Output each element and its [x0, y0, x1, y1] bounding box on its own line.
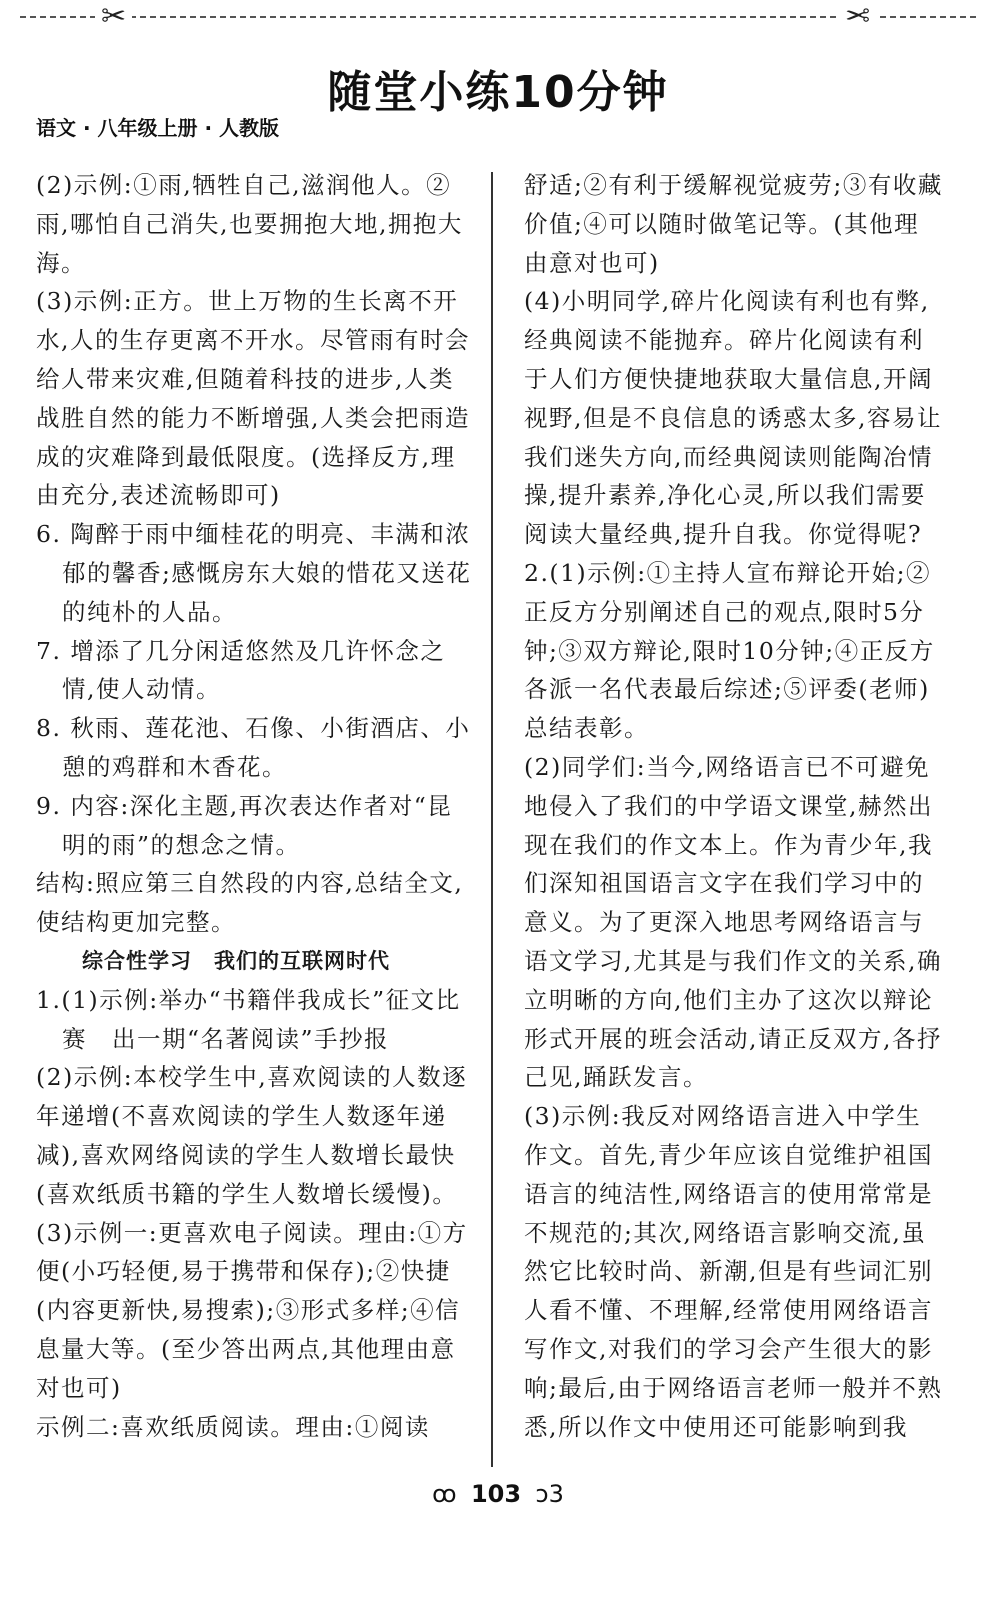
cut-line: [20, 16, 976, 18]
answer-paragraph: (2)示例:本校学生中,喜欢阅读的人数逐年递增(不喜欢阅读的学生人数逐年递减),喜欢网络阅读的学生人数增长最快(喜欢纸质书籍的学生人数增长缓慢)。: [36, 1063, 468, 1208]
answer-column-left: [36, 166, 476, 1446]
page-footer: [0, 1480, 996, 1508]
answer-item: 8. 秋雨、莲花池、石像、小街酒店、小憩的鸡群和木香花。: [36, 714, 471, 781]
answer-paragraph: (3)示例:正方。世上万物的生长离不开水,人的生存更离不开水。尽管雨有时会给人带来灾难,但随着科技的进步,人类战胜自然的能力不断增强,人类会把雨造成的灾难降到最低限度。(选择反方,理由充分,表述流畅即可): [36, 287, 470, 510]
answer-paragraph: (3)示例:我反对网络语言进入中学生作文。首先,青少年应该自觉维护祖国语言的纯洁性,网络语言的使用常常是不规范的;其次,网络语言影响交流,虽然它比较时尚、新潮,但是有些词汇别人看不懂、不理解,经常使用网络语言写作文,对我们的学习会产生很大的影响;最后,由于网络语言老师一般并不熟悉,所以作文中使用还可能影响到我: [524, 1102, 943, 1441]
answer-paragraph: (2)示例:①雨,牺牲自己,滋润他人。②雨,哪怕自己消失,也要拥抱大地,拥抱大海。: [36, 171, 463, 277]
answer-item: 6. 陶醉于雨中缅桂花的明亮、丰满和浓郁的馨香;感慨房东大娘的惜花又送花的纯朴的人品。: [36, 520, 472, 626]
subject-line: 语文 · 八年级上册 · 人教版: [36, 116, 280, 140]
answer-item: 7. 增添了几分闲适悠然及几许怀念之情,使人动情。: [36, 636, 446, 704]
answer-paragraph: 舒适;②有利于缓解视觉疲劳;③有收藏价值;④可以随时做笔记等。(其他理由意对也可): [524, 171, 943, 277]
answer-item: 1.(1)示例:举办“书籍伴我成长”征文比赛 出一期“名著阅读”手抄报: [36, 985, 461, 1053]
scissors-icon: ✂: [95, 2, 132, 32]
page-title: 随堂小练10分钟: [327, 67, 669, 118]
column-divider: [491, 172, 493, 1467]
page-number: 103: [470, 1480, 522, 1508]
answer-paragraph: 示例二:喜欢纸质阅读。理由:①阅读: [36, 1412, 430, 1441]
section-heading: 综合性学习 我们的互联网时代: [82, 948, 390, 973]
answer-paragraph: 结构:照应第三自然段的内容,总结全文,使结构更加完整。: [36, 869, 464, 937]
answer-paragraph: (2)同学们:当今,网络语言已不可避免地侵入了我们的中学语文课堂,赫然出现在我们的作文本上。作为青少年,我们深知祖国语言文字在我们学习中的意义。为了更深入地思考网络语言与语文学习,尤其是与我们作文的关系,确立明晰的方向,他们主办了这次以辩论形式开展的班会活动,请正反双方,各抒己见,踊跃发言。: [524, 752, 942, 1092]
ornament-left-icon: ꝏ: [432, 1480, 457, 1508]
answer-item: 9. 内容:深化主题,再次表达作者对“昆明的雨”的想念之情。: [36, 791, 453, 859]
answer-column-right: [524, 166, 944, 1446]
scissors-icon: ✂: [839, 2, 876, 32]
answer-paragraph: (4)小明同学,碎片化阅读有利也有弊,经典阅读不能抛弃。碎片化阅读有利于人们方便快捷地获取大量信息,开阔视野,但是不良信息的诱惑太多,容易让我们迷失方向,而经典阅读则能陶冶情操,提升素养,净化心灵,所以我们需要阅读大量经典,提升自我。你觉得呢?: [524, 287, 942, 549]
ornament-right-icon: ↄ3: [535, 1480, 564, 1508]
answer-paragraph: (3)示例一:更喜欢电子阅读。理由:①方便(小巧轻便,易于携带和保存);②快捷(内容更新快,易搜索);③形式多样;④信息量大等。(至少答出两点,其他理由意对也可): [36, 1218, 468, 1402]
answer-paragraph: 2.(1)示例:①主持人宣布辩论开始;②正反方分别阐述自己的观点,限时5分钟;③双方辩论,限时10分钟;④正反方各派一名代表最后综述;⑤评委(老师)总结表彰。: [524, 558, 935, 743]
